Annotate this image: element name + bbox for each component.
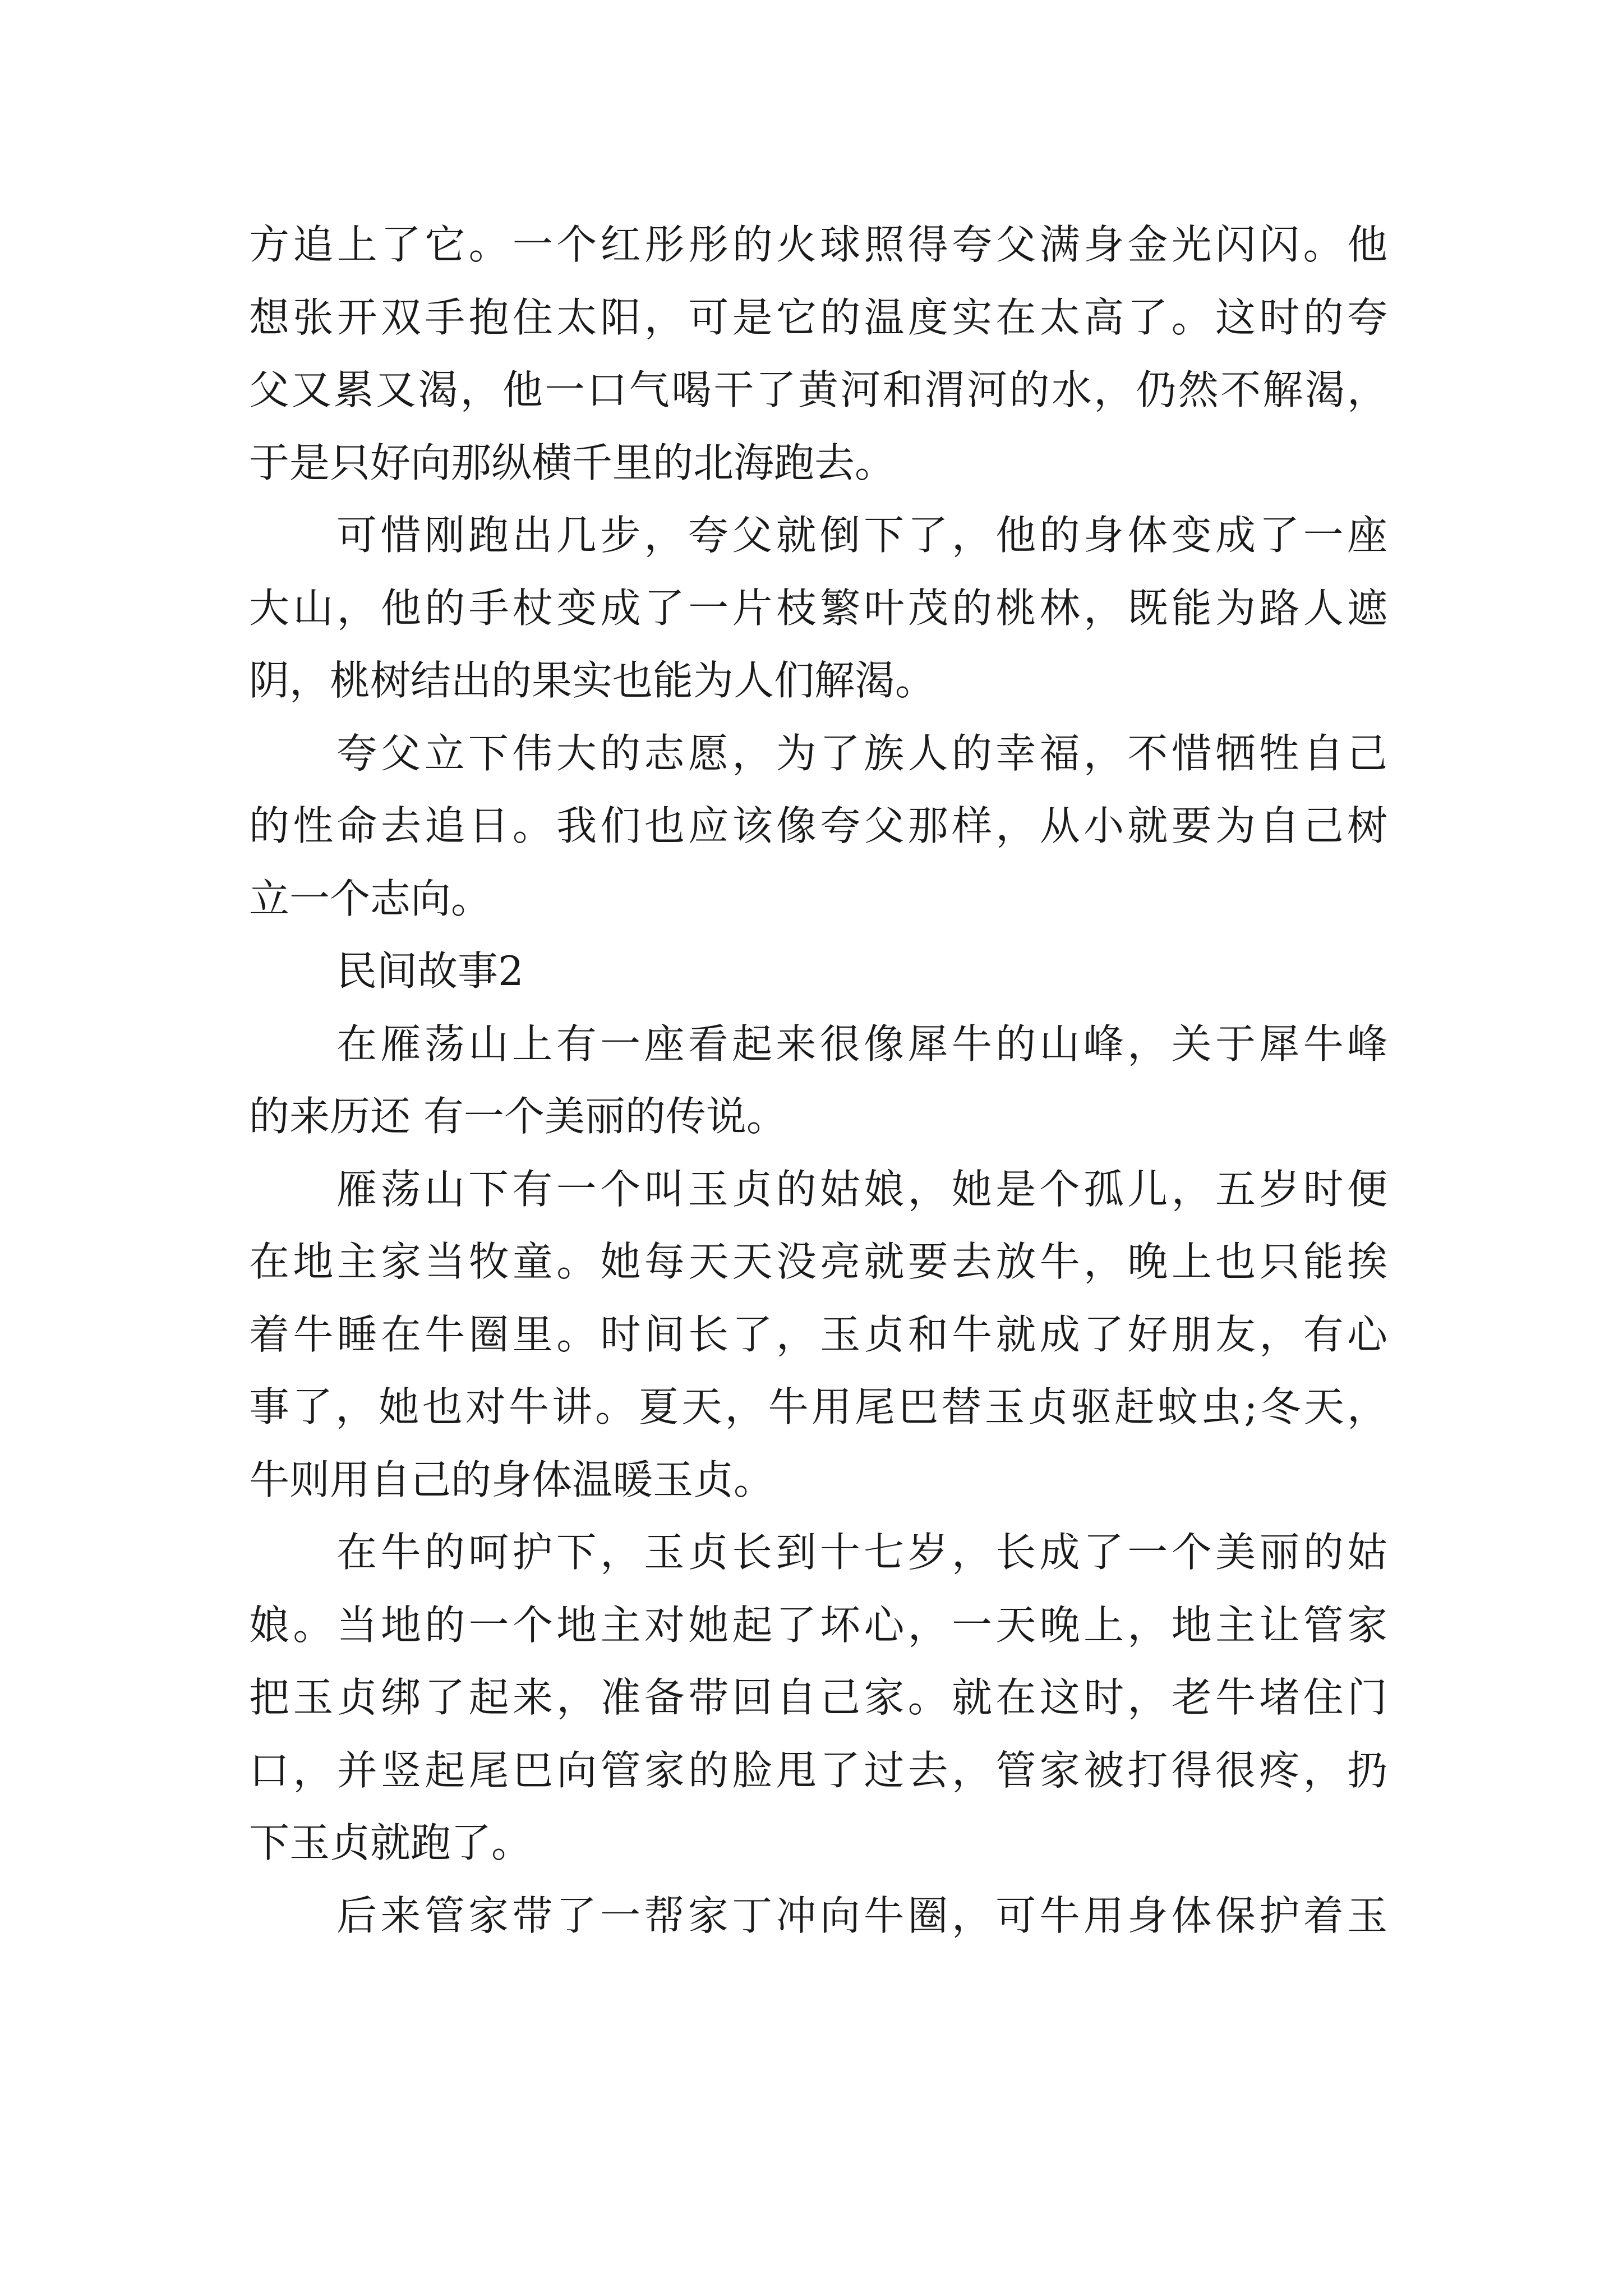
text-line: 大山，他的手杖变成了一片枝繁叶茂的桃林，既能为路人遮: [249, 584, 1387, 632]
section-heading: 民间故事2: [336, 947, 524, 995]
text-line: 在地主家当牧童。她每天天没亮就要去放牛，晚上也只能挨: [249, 1238, 1387, 1285]
text-line: 牛则用自己的身体温暖玉贞。: [249, 1456, 774, 1503]
text-line: 想张开双手抱住太阳，可是它的温度实在太高了。这时的夸: [249, 293, 1387, 341]
text-line: 把玉贞绑了起来，准备带回自己家。就在这时，老牛堵住门: [249, 1674, 1387, 1721]
text-line: 的性命去追日。我们也应该像夸父那样，从小就要为自己树: [249, 802, 1387, 849]
text-line: 在雁荡山上有一座看起来很像犀牛的山峰，关于犀牛峰: [336, 1020, 1387, 1068]
text-line: 着牛睡在牛圈里。时间长了，玉贞和牛就成了好朋友，有心: [249, 1310, 1387, 1358]
text-line: 父又累又渴，他一口气喝干了黄河和渭河的水，仍然不解渴，: [249, 366, 1387, 413]
text-line: 立一个志向。: [249, 875, 492, 922]
text-line: 口，并竖起尾巴向管家的脸甩了过去，管家被打得很疼，扔: [249, 1746, 1387, 1794]
text-line: 娘。当地的一个地主对她起了坏心，一天晚上，地主让管家: [249, 1601, 1387, 1649]
text-line: 雁荡山下有一个叫玉贞的姑娘，她是个孤儿，五岁时便: [336, 1165, 1387, 1213]
text-line: 阴，桃树结出的果实也能为人们解渴。: [249, 657, 936, 704]
text-line: 下玉贞就跑了。: [249, 1819, 532, 1866]
text-line: 后来管家带了一帮家丁冲向牛圈，可牛用身体保护着玉: [336, 1892, 1387, 1939]
text-line: 可惜刚跑出几步，夸父就倒下了，他的身体变成了一座: [336, 512, 1387, 559]
text-line: 于是只好向那纵横千里的北海跑去。: [249, 439, 896, 486]
text-line: 事了，她也对牛讲。夏天，牛用尾巴替玉贞驱赶蚊虫;冬天，: [249, 1383, 1387, 1430]
body-text: [249, 209, 1387, 1952]
text-line: 的来历还 有一个美丽的传说。: [249, 1093, 787, 1140]
text-line: 夸父立下伟大的志愿，为了族人的幸福，不惜牺牲自己: [336, 729, 1387, 777]
text-line: 在牛的呵护下，玉贞长到十七岁，长成了一个美丽的姑: [336, 1529, 1387, 1576]
text-line: 方追上了它。一个红彤彤的火球照得夸父满身金光闪闪。他: [249, 221, 1387, 268]
